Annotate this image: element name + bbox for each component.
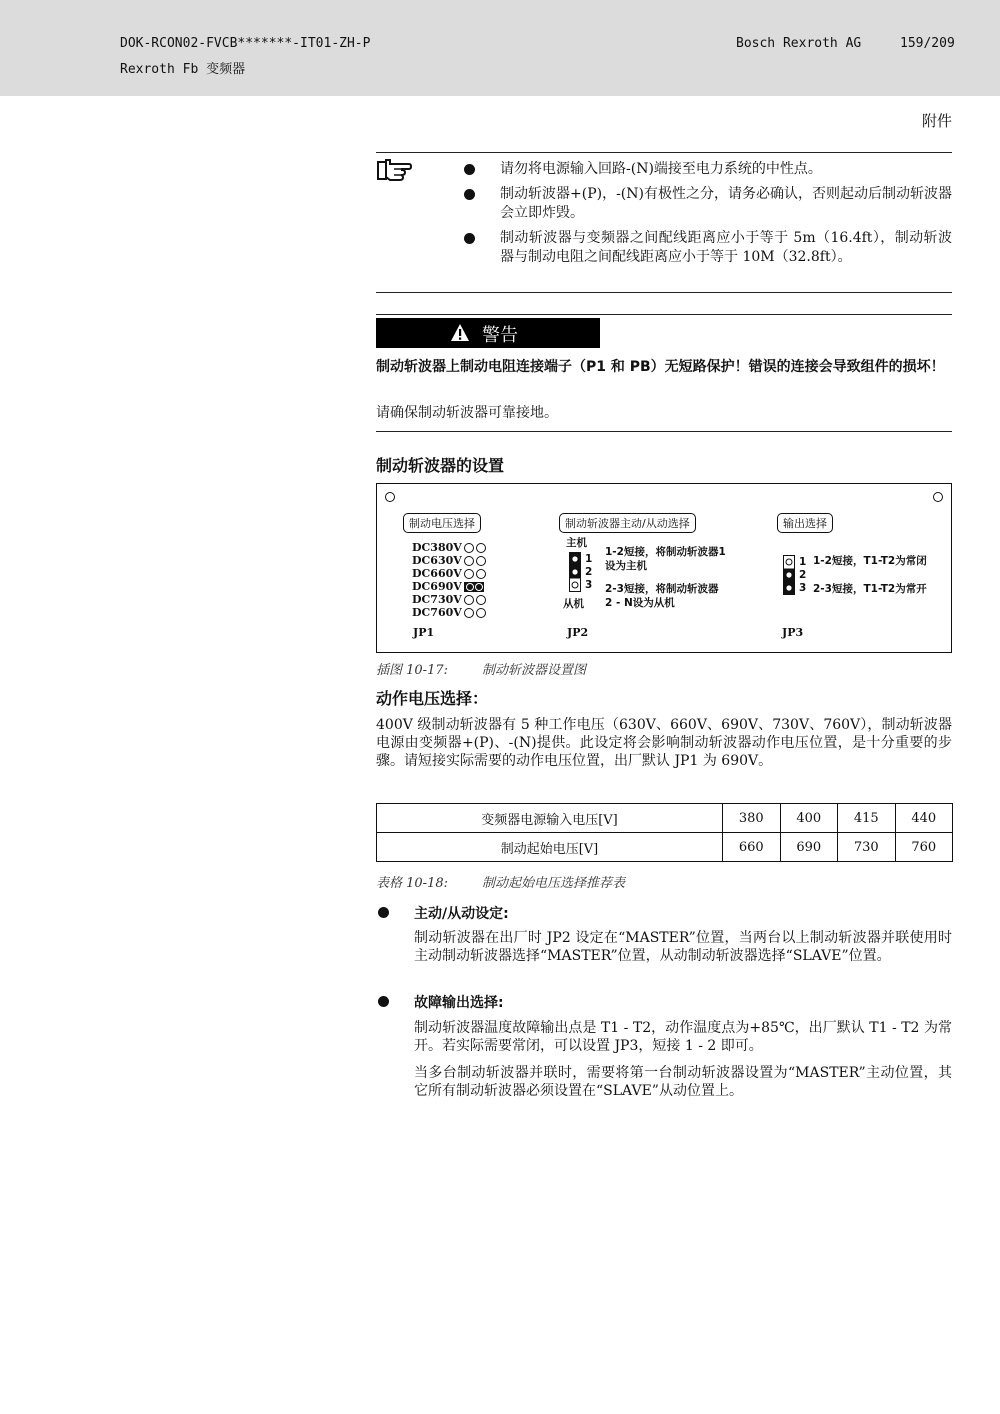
jp2-box-label: 制动斩波器主动/从动选择 xyxy=(559,513,696,533)
company-name: Bosch Rexroth AG xyxy=(736,36,862,51)
jp3-desc-open: 2-3短接，T1-T2为常开 xyxy=(813,583,927,595)
warning-triangle-icon xyxy=(450,323,470,342)
bullet-dot xyxy=(464,164,475,175)
jp3-name: JP3 xyxy=(782,626,804,639)
jp1-option: DC760V xyxy=(412,606,486,619)
bullet-heading: 主动/从动设定: xyxy=(414,906,509,922)
mounting-hole xyxy=(933,492,943,502)
section-heading: 制动斩波器的设置 xyxy=(376,456,505,475)
jp2-slave-label: 从机 xyxy=(563,598,584,610)
jp1-option-list xyxy=(412,541,486,619)
note-list xyxy=(464,160,952,273)
jp2-master-label: 主机 xyxy=(566,537,587,549)
jp2-jumper-header xyxy=(569,552,581,592)
warning-title: 警告 xyxy=(482,325,518,346)
warning-text: 请确保制动斩波器可靠接地。 xyxy=(376,405,558,421)
jp2-desc-slave: 2-3短接，将制动斩波器 2 - N设为从机 xyxy=(605,583,719,609)
list-item: 制动斩波器与变频器之间配线距离应小于等于 5m（16.4ft），制动斩波器与制动电阻之间配线距离应小于等于 10M（32.8ft）。 xyxy=(464,229,952,267)
jp3-desc-closed: 1-2短接，T1-T2为常闭 xyxy=(813,555,927,567)
bullet-heading: 故障输出选择: xyxy=(414,995,504,1011)
bullet-paragraph: 制动斩波器在出厂时 JP2 设定在“MASTER”位置，当两台以上制动斩波器并联使用时主动制动斩波器选择“MASTER”位置，从动制动斩波器选择“SLAVE”位置。 xyxy=(414,930,952,964)
jp1-box-label: 制动电压选择 xyxy=(403,513,481,533)
mounting-hole xyxy=(385,492,395,502)
page-number: 159/209 xyxy=(900,36,955,51)
table-row: 变频器电源输入电压[V] 380 400 415 440 xyxy=(377,804,953,833)
section-label: 附件 xyxy=(921,112,952,130)
divider xyxy=(376,314,952,315)
table-row: 制动起始电压[V] 660 690 730 760 xyxy=(377,833,953,862)
figure-caption: 插图 10-17: 制动斩波器设置图 xyxy=(376,663,587,678)
bullet-dot xyxy=(464,189,475,200)
page-header xyxy=(0,0,1000,96)
product-name: Rexroth Fb 变频器 xyxy=(120,62,246,77)
divider xyxy=(376,152,952,153)
warning-bold-text: 制动斩波器上制动电阻连接端子（P1 和 PB）无短路保护！错误的连接会导致组件的损坏！ xyxy=(376,359,945,375)
list-item: 制动斩波器+(P)，-(N)有极性之分，请务必确认，否则起动后制动斩波器会立即炸毁。 xyxy=(464,185,952,223)
warning-banner xyxy=(376,318,600,348)
bullet-dot xyxy=(464,233,475,244)
jp1-option: DC630V xyxy=(412,554,486,567)
jp2-pin-numbers: 1 2 3 xyxy=(585,553,593,591)
jp3-jumper-header xyxy=(783,555,795,595)
jp1-name: JP1 xyxy=(413,626,435,639)
bullet-paragraph: 当多台制动斩波器并联时，需要将第一台制动斩波器设置为“MASTER”主动位置，其它所有制动斩波器必须设置在“SLAVE”从动位置上。 xyxy=(414,1065,952,1099)
jp3-pin-numbers: 1 2 3 xyxy=(799,556,807,594)
jp2-desc-master: 1-2短接，将制动斩波器1 设为主机 xyxy=(605,546,726,572)
jp2-name: JP2 xyxy=(567,626,589,639)
jp3-box-label: 输出选择 xyxy=(777,513,833,533)
divider xyxy=(376,292,952,293)
table-caption: 表格 10-18: 制动起始电压选择推荐表 xyxy=(376,876,626,891)
jp1-option-selected: DC690V xyxy=(412,580,486,593)
voltage-paragraph: 400V 级制动斩波器有 5 种工作电压（630V、660V、690V、730V、760V），制动斩波器电源由变频器+(P)、-(N)提供。此设定将会影响制动斩波器动作电压位置，是十分重要的步骤。请短接实际需要的动作电压位置，出厂默认 JP1 为 690V。 xyxy=(376,717,952,769)
jp1-option: DC730V xyxy=(412,593,486,606)
voltage-table xyxy=(376,803,953,862)
pointing-hand-icon xyxy=(376,158,412,184)
section-heading: 动作电压选择： xyxy=(376,689,489,708)
bullet-dot xyxy=(378,996,389,1007)
jp1-option: DC660V xyxy=(412,567,486,580)
bullet-paragraph: 制动斩波器温度故障输出点是 T1 - T2，动作温度点为+85℃，出厂默认 T1 - T2 为常开。若实际需要常闭，可以设置 JP3，短接 1 - 2 即可。 xyxy=(414,1020,952,1054)
bullet-dot xyxy=(378,907,389,918)
chopper-settings-diagram xyxy=(376,483,952,653)
jp1-option: DC380V xyxy=(412,541,486,554)
list-item: 请勿将电源输入回路-(N)端接至电力系统的中性点。 xyxy=(464,160,952,179)
document-id: DOK-RCON02-FVCB*******-IT01-ZH-P xyxy=(120,36,371,51)
divider xyxy=(376,431,952,432)
